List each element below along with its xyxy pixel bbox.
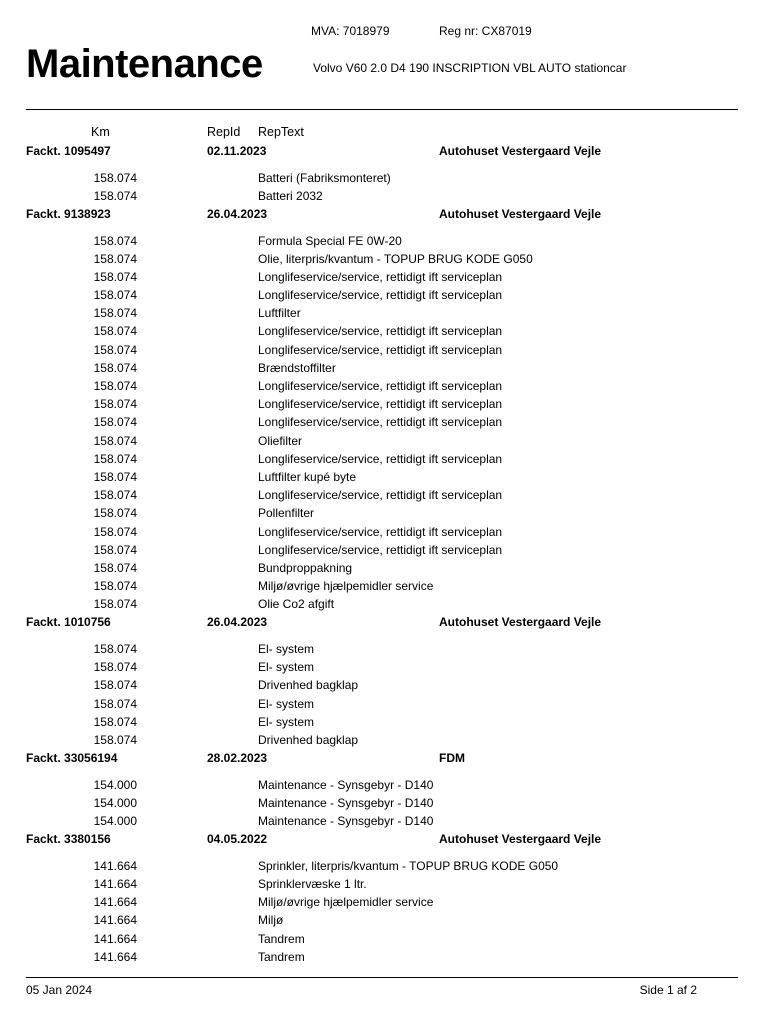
repair-text: El- system [258, 714, 315, 729]
invoice-date: 26.04.2023 [207, 206, 268, 221]
repair-row [0, 488, 768, 506]
repair-row [0, 306, 768, 324]
repair-text: El- system [258, 660, 315, 675]
repair-row [0, 343, 768, 361]
repair-text: Formula Special FE 0W-20 [258, 233, 402, 248]
repair-row [0, 252, 768, 270]
repair-text: Maintenance - Synsgebyr - D140 [258, 814, 434, 829]
repair-row [0, 452, 768, 470]
repair-text: El- system [258, 696, 315, 711]
invoice-date: 26.04.2023 [207, 615, 268, 630]
page-title: Maintenance [26, 42, 263, 86]
km-value: 158.074 [93, 451, 137, 466]
repair-text: Drivenhed bagklap [258, 678, 359, 693]
repair-row [0, 913, 768, 931]
repair-row [0, 932, 768, 950]
repair-text: Bundproppakning [258, 560, 353, 575]
repair-row [0, 397, 768, 415]
invoice-header [0, 832, 768, 850]
repair-text: Miljø [258, 913, 284, 928]
km-value: 158.074 [93, 269, 137, 284]
repair-row [0, 415, 768, 433]
repair-text: Longlifeservice/service, rettidigt ift serviceplan [258, 451, 503, 466]
repair-row [0, 814, 768, 832]
km-value: 154.000 [93, 814, 137, 829]
repair-row [0, 361, 768, 379]
km-value: 154.000 [93, 795, 137, 810]
workshop-name: Autohuset Vestergaard Vejle [439, 615, 602, 630]
repair-row [0, 697, 768, 715]
km-value: 158.074 [93, 696, 137, 711]
invoice-number: Fackt. 33056194 [26, 751, 118, 766]
repair-text: Tandrem [258, 931, 305, 946]
repair-text: Longlifeservice/service, rettidigt ift serviceplan [258, 488, 503, 503]
km-value: 141.664 [93, 877, 137, 892]
km-value: 158.074 [93, 342, 137, 357]
repair-row [0, 434, 768, 452]
footer-divider [26, 977, 738, 978]
km-value: 141.664 [93, 913, 137, 928]
repair-row [0, 733, 768, 751]
km-value: 141.664 [93, 858, 137, 873]
repair-row [0, 597, 768, 615]
repair-text: Oliefilter [258, 433, 303, 448]
km-value: 158.074 [93, 524, 137, 539]
repair-row [0, 470, 768, 488]
maintenance-list [0, 144, 768, 968]
km-value: 158.074 [93, 579, 137, 594]
km-value: 158.074 [93, 188, 137, 203]
footer-date: 05 Jan 2024 [26, 983, 93, 997]
invoice-spacer [0, 634, 768, 642]
repair-text: Sprinklervæske 1 ltr. [258, 877, 367, 892]
km-value: 158.074 [93, 597, 137, 612]
repair-text: Miljø/øvrige hjælpemidler service [258, 895, 434, 910]
km-value: 158.074 [93, 642, 137, 657]
repair-row [0, 270, 768, 288]
repair-text: Olie Co2 afgift [258, 597, 335, 612]
repair-text: Batteri 2032 [258, 188, 323, 203]
header-divider [26, 109, 738, 110]
repair-row [0, 561, 768, 579]
repair-text: Maintenance - Synsgebyr - D140 [258, 795, 434, 810]
km-value: 158.074 [93, 379, 137, 394]
invoice-number: Fackt. 1010756 [26, 615, 111, 630]
invoice-spacer [0, 769, 768, 777]
repair-row [0, 288, 768, 306]
repair-row [0, 660, 768, 678]
km-value: 158.074 [93, 397, 137, 412]
repair-text: Brændstoffilter [258, 360, 336, 375]
mva-number: MVA: 7018979 [311, 24, 390, 38]
repair-text: Sprinkler, literpris/kvantum - TOPUP BRUG KODE G050 [258, 858, 559, 873]
invoice-header [0, 615, 768, 633]
repair-text: Longlifeservice/service, rettidigt ift serviceplan [258, 324, 503, 339]
repair-text: Luftfilter kupé byte [258, 469, 357, 484]
repair-row [0, 579, 768, 597]
invoice-spacer [0, 851, 768, 859]
km-value: 158.074 [93, 488, 137, 503]
workshop-name: Autohuset Vestergaard Vejle [439, 832, 602, 847]
invoice-header [0, 751, 768, 769]
invoice-number: Fackt. 3380156 [26, 832, 111, 847]
invoice-number: Fackt. 9138923 [26, 206, 111, 221]
repair-row [0, 796, 768, 814]
km-value: 158.074 [93, 469, 137, 484]
km-value: 158.074 [93, 660, 137, 675]
km-value: 158.074 [93, 560, 137, 575]
registration-number: Reg nr: CX87019 [439, 24, 532, 38]
repair-text: Longlifeservice/service, rettidigt ift serviceplan [258, 524, 503, 539]
invoice-header [0, 144, 768, 162]
km-value: 158.074 [93, 415, 137, 430]
repair-row [0, 543, 768, 561]
km-value: 158.074 [93, 506, 137, 521]
km-value: 158.074 [93, 732, 137, 747]
repair-text: Longlifeservice/service, rettidigt ift serviceplan [258, 288, 503, 303]
km-value: 158.074 [93, 678, 137, 693]
km-value: 158.074 [93, 360, 137, 375]
repair-text: Pollenfilter [258, 506, 315, 521]
page-number: Side 1 af 2 [639, 983, 697, 997]
repair-text: Luftfilter [258, 306, 301, 321]
km-value: 158.074 [93, 542, 137, 557]
km-value: 154.000 [93, 777, 137, 792]
repair-text: Longlifeservice/service, rettidigt ift serviceplan [258, 342, 503, 357]
km-value: 158.074 [93, 324, 137, 339]
invoice-date: 04.05.2022 [207, 832, 268, 847]
km-value: 158.074 [93, 170, 137, 185]
invoice-spacer [0, 225, 768, 233]
repair-row [0, 234, 768, 252]
workshop-name: FDM [439, 751, 465, 766]
repair-text: Tandrem [258, 949, 305, 964]
repair-row [0, 715, 768, 733]
invoice-date: 02.11.2023 [207, 144, 267, 158]
repair-row [0, 189, 768, 207]
column-header-reptext: RepText [258, 125, 304, 139]
km-value: 158.074 [93, 233, 137, 248]
vehicle-description: Volvo V60 2.0 D4 190 INSCRIPTION VBL AUTO stationcar [313, 61, 627, 75]
repair-row [0, 525, 768, 543]
repair-text: Longlifeservice/service, rettidigt ift serviceplan [258, 379, 503, 394]
repair-row [0, 324, 768, 342]
km-value: 141.664 [93, 949, 137, 964]
repair-text: Longlifeservice/service, rettidigt ift serviceplan [258, 415, 503, 430]
repair-row [0, 950, 768, 968]
repair-text: Drivenhed bagklap [258, 732, 359, 747]
invoice-date: 28.02.2023 [207, 751, 268, 766]
repair-row [0, 678, 768, 696]
repair-row [0, 506, 768, 524]
repair-row [0, 895, 768, 913]
km-value: 158.074 [93, 288, 137, 303]
workshop-name: Autohuset Vestergaard Vejle [439, 206, 602, 221]
repair-row [0, 877, 768, 895]
repair-text: Olie, literpris/kvantum - TOPUP BRUG KODE G050 [258, 251, 533, 266]
km-value: 141.664 [93, 895, 137, 910]
repair-row [0, 379, 768, 397]
repair-text: Longlifeservice/service, rettidigt ift serviceplan [258, 542, 503, 557]
km-value: 158.074 [93, 433, 137, 448]
repair-row [0, 859, 768, 877]
repair-text: Batteri (Fabriksmonteret) [258, 170, 391, 185]
km-value: 158.074 [93, 306, 137, 321]
invoice-spacer [0, 162, 768, 170]
km-value: 158.074 [93, 251, 137, 266]
repair-text: Miljø/øvrige hjælpemidler service [258, 579, 434, 594]
repair-row [0, 171, 768, 189]
repair-text: Longlifeservice/service, rettidigt ift serviceplan [258, 269, 503, 284]
repair-row [0, 642, 768, 660]
km-value: 158.074 [93, 714, 137, 729]
invoice-number: Fackt. 1095497 [26, 144, 111, 158]
repair-row [0, 778, 768, 796]
km-value: 141.664 [93, 931, 137, 946]
invoice-header [0, 207, 768, 225]
repair-text: Maintenance - Synsgebyr - D140 [258, 777, 434, 792]
column-header-repid: RepId [207, 125, 241, 139]
repair-text: Longlifeservice/service, rettidigt ift serviceplan [258, 397, 503, 412]
column-header-km: Km [91, 125, 110, 139]
workshop-name: Autohuset Vestergaard Vejle [439, 144, 602, 158]
repair-text: El- system [258, 642, 315, 657]
